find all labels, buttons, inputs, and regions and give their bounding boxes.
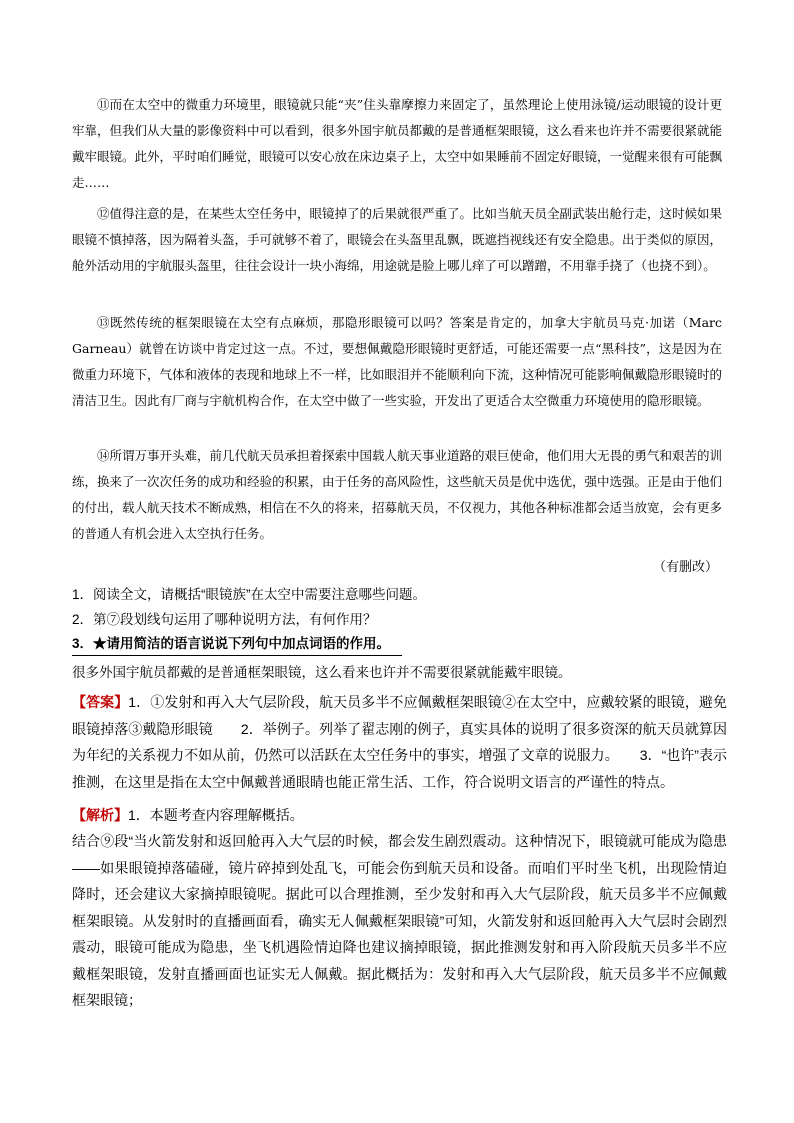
question-1: 1．阅读全文，请概括“眼镜族”在太空中需要注意哪些问题。 xyxy=(72,587,426,602)
analysis-tag: 【解析】 xyxy=(72,807,128,823)
answer-tag: 【答案】 xyxy=(72,694,129,710)
answer-text: 1．①发射和再入大气层阶段，航天员多半不应佩戴框架眼镜②在太空中，应戴较紧的眼镜，避免眼镜掉落③戴隐形眼镜 2．举例子。列举了翟志刚的例子，真实具体的说明了很多资深的航天员就算因为年纪的关系视力不如从前，仍然可以活跃在太空任务中的事实，增强了文章的说服力。 3．“也许”表示推测，在这里是指在太空中佩戴普通眼睛也能正常生活、工作，符合说明文语言的严谨性的特点。 xyxy=(72,694,727,790)
question-3-sentence: 很多外国宇航员都戴的是普通框架眼镜，这么看来也许并不需要很紧就能戴牢眼镜。 xyxy=(72,665,572,680)
paragraph-11: ⑪而在太空中的微重力环境里，眼镜就只能“夹”住头靠摩擦力来固定了，虽然理论上使用泳镜/运动眼镜的设计更牢靠，但我们从大量的影像资料中可以看到，很多外国宇航员都戴的是普通框架眼镜，这么看来也许并不需要很紧就能戴牢眼镜。此外，平时咱们睡觉，眼镜可以安心放在床边桌子上，太空中如果睡前不固定好眼镜，一觉醒来很有可能飘走…… xyxy=(72,97,723,190)
question-2: 2．第⑦段划线句运用了哪种说明方法，有何作用？ xyxy=(72,612,377,627)
analysis-line-1: 1．本题考查内容理解概括。 xyxy=(128,807,304,823)
analysis-heading xyxy=(72,802,727,829)
answer-block xyxy=(72,689,727,795)
paragraph-13: ⑬既然传统的框架眼镜在太空有点麻烦，那隐形眼镜可以吗？答案是肯定的，加拿大宇航员马克·加诺（Marc Garneau）就曾在访谈中肯定过这一点。不过，要想佩戴隐形眼镜时更舒适，可能还需要一点“黑科技”，这是因为在微重力环境下，气体和液体的表现和地球上不一样，比如眼泪并不能顺利向下流，这种情况可能影响佩戴隐形眼镜时的清洁卫生。因此有厂商与宇航机构合作，在太空中做了一些实验，开发出了更适合太空微重力环境使用的隐形眼镜。 xyxy=(72,315,723,408)
source-note: （有删改） xyxy=(652,559,718,574)
paragraph-14: ⑭所谓万事开头难，前几代航天员承担着探索中国载人航天事业道路的艰巨使命，他们用大无畏的勇气和艰苦的训练，换来了一次次任务的成功和经验的积累，由于任务的高风险性，这些航天员是优中选优，强中选强。正是由于他们的付出，载人航天技术不断成熟，相信在不久的将来，招募航天员，不仅视力，其他各种标准都会适当放宽，会有更多的普通人有机会进入太空执行任务。 xyxy=(72,448,723,541)
question-3-underline xyxy=(72,655,402,656)
paragraph-12: ⑫值得注意的是，在某些太空任务中，眼镜掉了的后果就很严重了。比如当航天员全副武装出舱行走，这时候如果眼镜不慎掉落，因为隔着头盔，手可就够不着了，眼镜会在头盔里乱飘，既遮挡视线还有安全隐患。出于类似的原因，舱外活动用的宇航服头盔里，往往会设计一块小海绵，用途就是脸上哪儿痒了可以蹭蹭，不用靠手挠了（也挠不到）。 xyxy=(72,206,723,273)
analysis-text: 结合⑨段“当火箭发射和返回舱再入大气层的时候，都会发生剧烈震动。这种情况下，眼镜就可能成为隐患——如果眼镜掉落磕碰，镜片碎掉到处乱飞，可能会伤到航天员和设备。而咱们平时坐飞机，出现险情迫降时，还会建议大家摘掉眼镜呢。据此可以合理推测，至少发射和再入大气层阶段，航天员多半不应佩戴框架眼镜。从发射时的直播画面看，确实无人佩戴框架眼镜”可知，火箭发射和返回舱再入大气层时会剧烈震动，眼镜可能成为隐患，坐飞机遇险情迫降也建议摘掉眼镜，据此推测发射和再入阶段航天员多半不应戴框架眼镜，发射直播画面也证实无人佩戴。据此概括为：发射和再入大气层阶段，航天员多半不应佩戴框架眼镜； xyxy=(72,833,727,1008)
question-3: 3．★请用简洁的语言说说下列句中加点词语的作用。 xyxy=(72,636,391,651)
